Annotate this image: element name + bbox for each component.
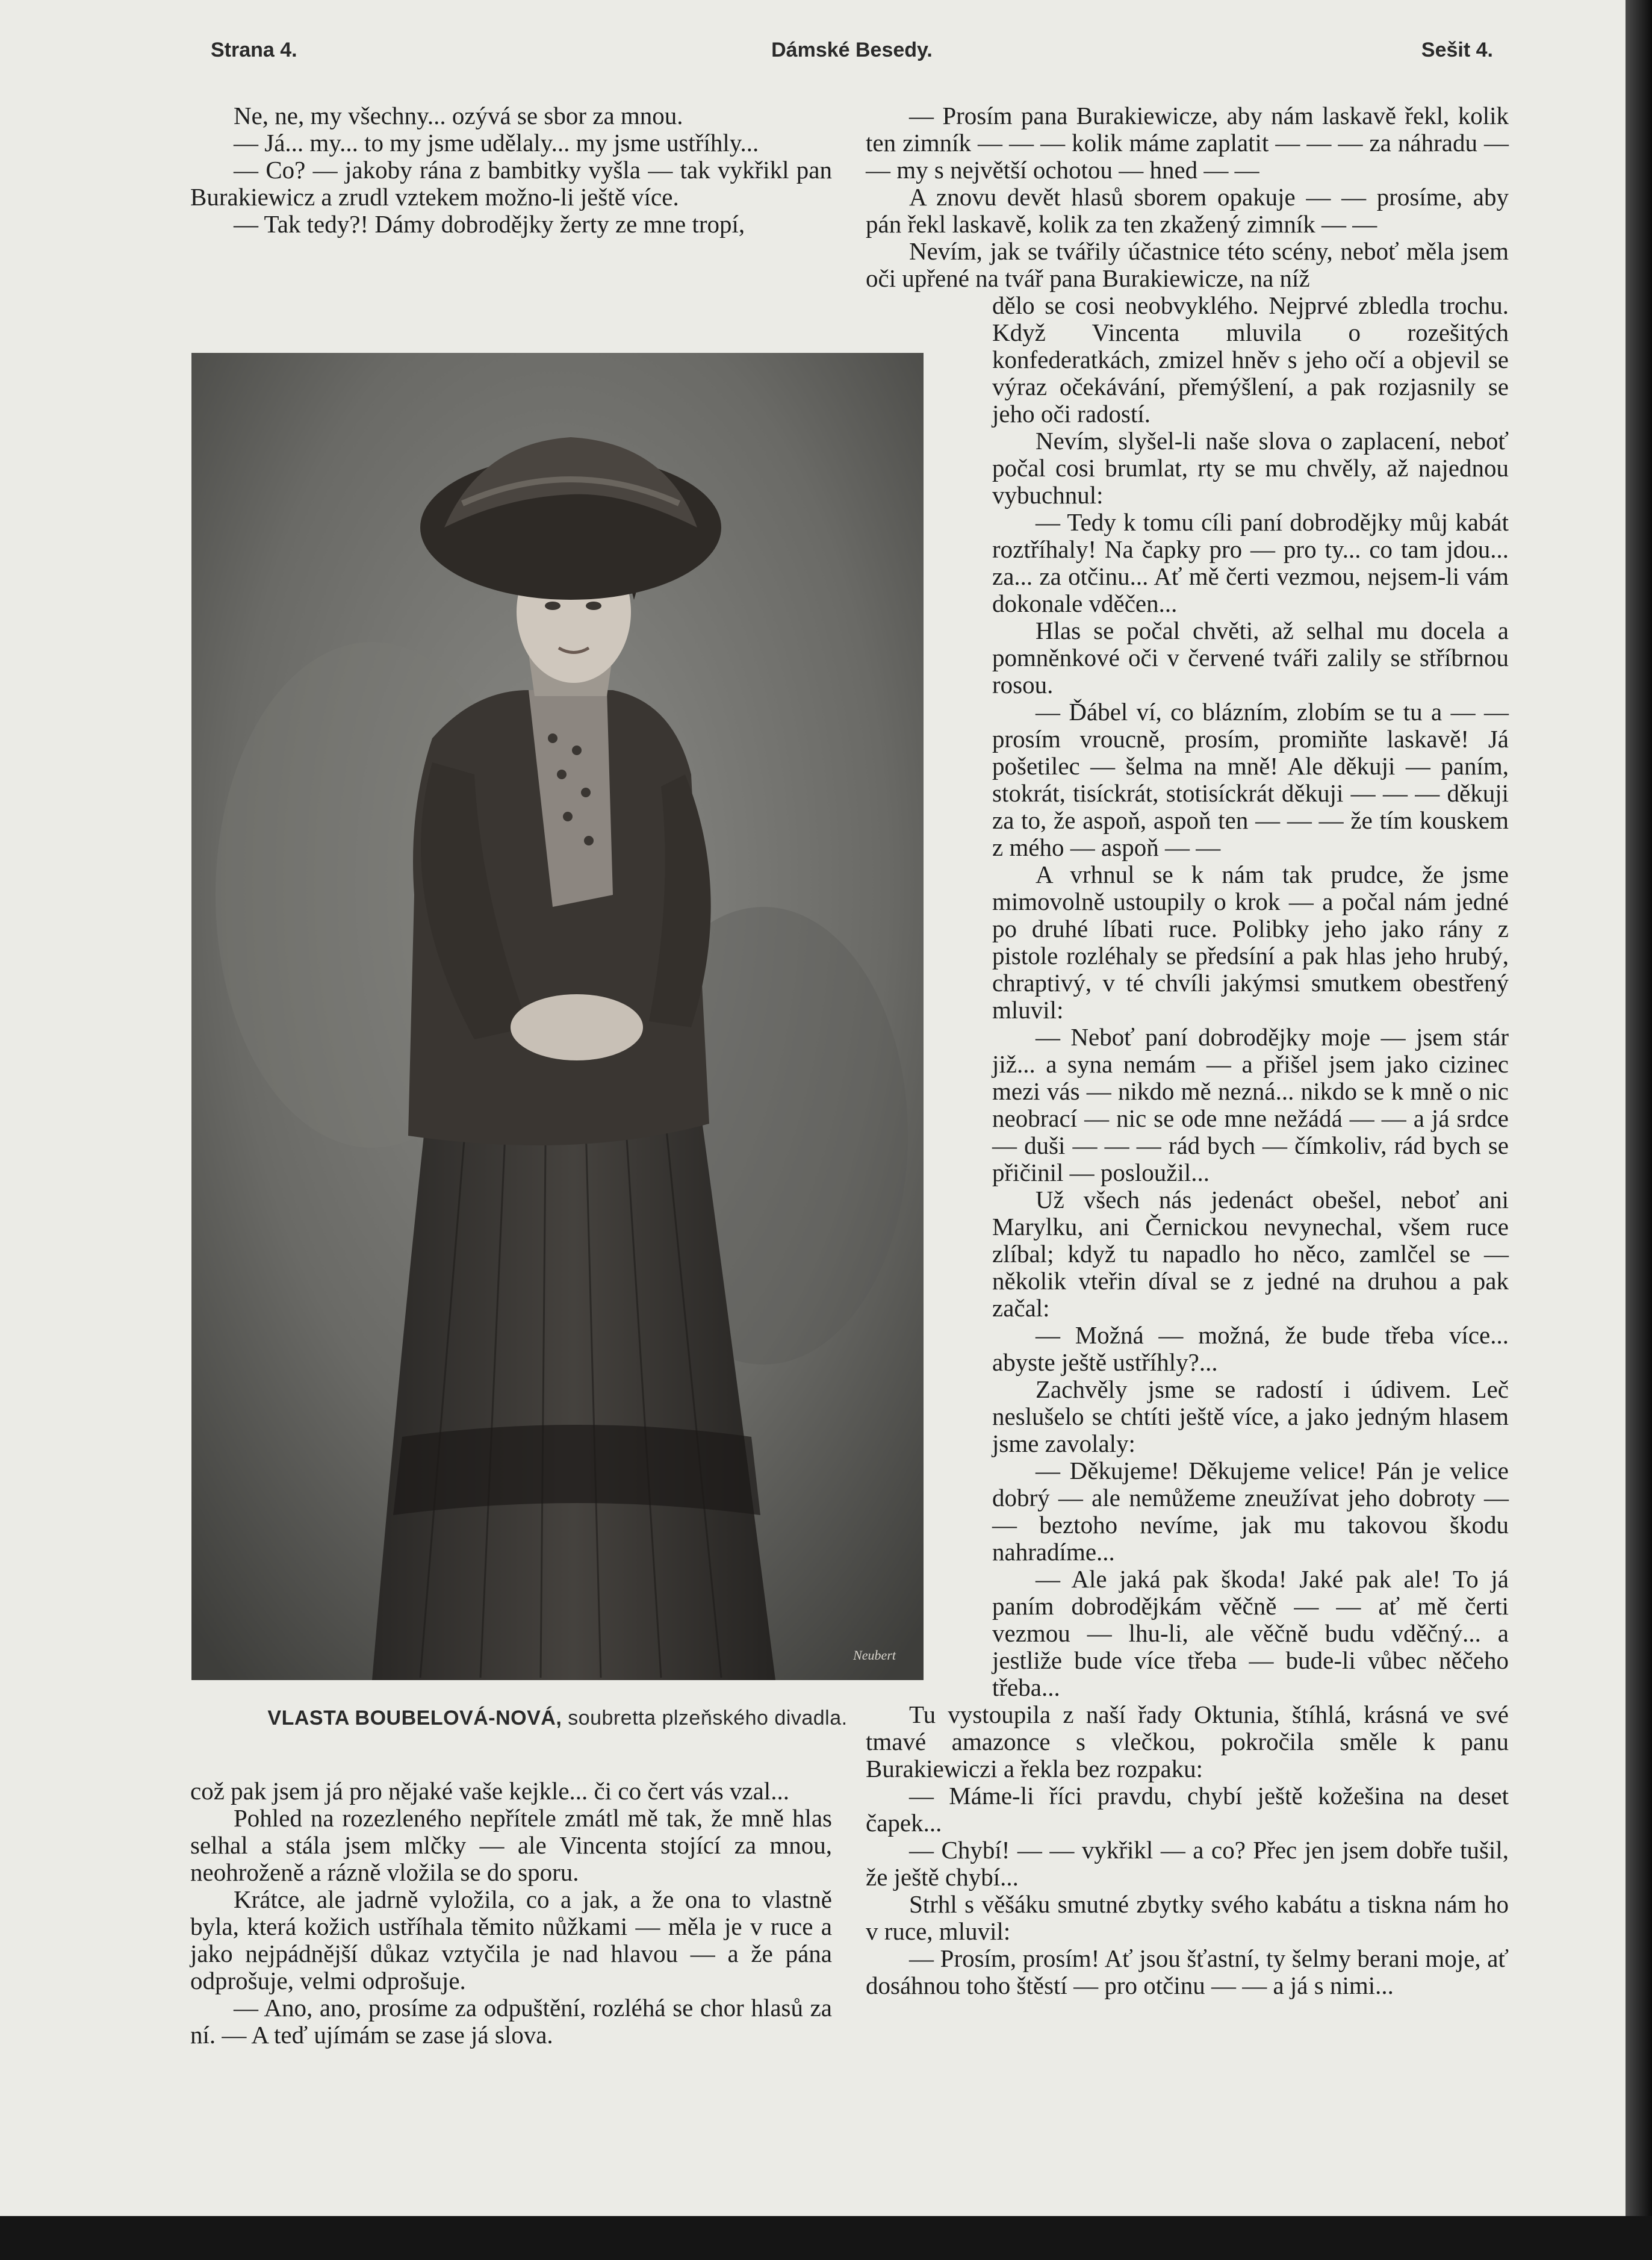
paragraph: Hlas se počal chvěti, až selhal mu docela a pomněnkové oči v červené tváři zalily se stříbrnou rosou. xyxy=(992,617,1509,699)
paragraph: — Tedy k tomu cíli paní dobrodějky můj kabát roztříhaly! Na čapky pro — pro ty... co tam jdou... za... za otčinu... Ať mě čerti vezmou, nejsem-li vám dokonale vděčen... xyxy=(992,508,1509,617)
scan-bottom-edge xyxy=(0,2216,1652,2260)
paragraph: — Děkujeme! Děkujeme velice! Pán je velice dobrý — ale nemůžeme zneužívat jeho dobroty — — beztoho nevíme, jak mu takovou škodu nahradíme... xyxy=(992,1457,1509,1566)
book-binding-edge xyxy=(1626,0,1652,2260)
paragraph: Ne, ne, my všechny... ozývá se sbor za mnou. xyxy=(234,102,683,129)
paragraph: — Ďábel ví, co blázním, zlobím se tu a — — prosím vroucně, prosím, promiňte laskavě! Já pošetilec — šelma na mně! Ale děkuji — paním, stokrát, tisíckrát, stotisíckrát děkuji — — — děkuji za to, že aspoň, aspoň ten — — — že tím kouskem z mého — aspoň — — xyxy=(992,698,1509,861)
right-column xyxy=(866,102,1509,1999)
paragraph: — Neboť paní dobrodějky moje — jsem stár již... a syna nemám — a přišel jsem jako cizinec mezi vás — nikdo mě nezná... nikdo se k mně o nic neobrací — nic se ode mne nežádá — — a já srdce — duši — — — rád bych — čímkoliv, rád bych se přičinil — posloužil... xyxy=(992,1023,1509,1186)
paragraph: — Máme-li říci pravdu, chybí ještě kožešina na deset čapek... xyxy=(866,1782,1509,1837)
paragraph: — Co? — jakoby rána z bambitky vyšla — tak vykřikl pan Burakiewicz a zrudl vztekem možno-li ještě více. xyxy=(190,156,832,211)
paragraph: A znovu devět hlasů sborem opakuje — — prosíme, aby pán řekl laskavě, kolik za ten zkažený zimník — — xyxy=(866,183,1509,238)
left-column-bottom xyxy=(190,1778,832,2049)
paragraph: Strhl s věšáku smutné zbytky svého kabátu a tiskna nám ho v ruce, mluvil: xyxy=(866,1890,1509,1945)
paragraph: — Tak tedy?! Dámy dobrodějky žerty ze mne tropí, xyxy=(234,210,745,238)
running-header xyxy=(211,39,1493,75)
portrait-illustration xyxy=(191,353,924,1680)
paragraph: — Možná — možná, že bude třeba více... abyste ještě ustříhly?... xyxy=(992,1321,1509,1376)
paragraph: Už všech nás jedenáct obešel, neboť ani Marylku, ani Černickou nevynechal, všem ruce zlíbal; když tu napadlo ho něco, zamlčel se — několik vteřin díval se z jedné na druhou a pak začal: xyxy=(992,1186,1509,1322)
paragraph: Zachvěly jsme se radostí i údivem. Leč neslušelo se chtíti ještě více, a jako jedným hlasem jsme zavolaly: xyxy=(992,1375,1509,1457)
paragraph: — Chybí! — — vykřikl — a co? Přec jen jsem dobře tušil, že ještě chybí... xyxy=(866,1836,1509,1891)
caption-description: soubretta plzeňského divadla. xyxy=(562,1707,848,1729)
paragraph: dělo se cosi neobvyklého. Nejprvé zbledla trochu. Když Vincenta mluvila o rozešitých konfederatkách, zmizel hněv s jeho očí a objevil se výraz očekávání, přemýšlení, a pak rozjasnily se jeho oči radostí. xyxy=(992,291,1509,428)
page-number: Strana 4. xyxy=(211,39,297,61)
paragraph: Pohled na rozezleného nepřítele zmátl mě tak, že mně hlas selhal a stála jsem mlčky — ale Vincenta stojící za mnou, neohroženě a rázně vložila se do sporu. xyxy=(190,1804,832,1886)
paragraph: — Ano, ano, prosíme za odpuštění, rozléhá se chor hlasů za ní. — A teď ujímám se zase já slova. xyxy=(190,1994,832,2049)
photo-caption xyxy=(191,1707,924,1730)
caption-name: VLASTA BOUBELOVÁ-NOVÁ, xyxy=(267,1707,562,1729)
issue-number: Sešit 4. xyxy=(1421,39,1493,61)
magazine-title: Dámské Besedy. xyxy=(771,39,933,61)
paragraph: — Prosím pana Burakiewicze, aby nám laskavě řekl, kolik ten zimník — — — kolik máme zaplatit — — — za náhradu — — my s největší ochotou — hned — — xyxy=(866,102,1509,184)
paragraph: A vrhnul se k nám tak prudce, že jsme mimovolně ustoupily o krok — a počal nám jedné po druhé líbati ruce. Polibky jeho jako rány z pistole rozléhaly se předsíní a pak hlas jeho hrubý, chraptivý, v té chvíli jakýmsi smutkem obestřený mluvil: xyxy=(992,861,1509,1024)
paragraph: Tu vystoupila z naší řady Oktunia, štíhlá, krásná ve své tmavé amazonce s vlečkou, pokročila směle k panu Burakiewiczi a řekla bez rozpaku: xyxy=(866,1701,1509,1782)
paragraph: — Prosím, prosím! Ať jsou šťastní, ty šelmy berani moje, ať dosáhnou toho štěstí — pro otčinu — — a já s nimi... xyxy=(866,1944,1509,1999)
paragraph: což pak jsem já pro nějaké vaše kejkle... či co čert vás vzal... xyxy=(190,1777,789,1805)
paragraph: Nevím, jak se tvářily účastnice této scény, neboť měla jsem oči upřené na tvář pana Burakiewicze, na níž xyxy=(866,237,1509,292)
portrait-photograph xyxy=(191,353,924,1680)
paragraph: — Já... my... to my jsme udělaly... my jsme ustříhly... xyxy=(234,129,759,157)
paragraph: Krátce, ale jadrně vyložila, co a jak, a že ona to vlastně byla, která kožich ustříhala těmito nůžkami — měla je v ruce a jako nejpádnější důkaz vztyčila je nad hlavou — a že pána odprošuje, velmi odprošuje. xyxy=(190,1885,832,1994)
studio-mark: Neubert xyxy=(853,1648,896,1663)
paragraph: Nevím, slyšel-li naše slova o zaplacení, neboť počal cosi brumlat, rty se mu chvěly, až najednou vybuchnul: xyxy=(992,427,1509,509)
paragraph: — Ale jaká pak škoda! Jaké pak ale! To já paním dobrodějkám věčně — — ať mě čerti vezmou — lhu-li, ale věčně budu vděčný... a jestliže bude více třeba — bude-li vůbec něčeho třeba... xyxy=(992,1565,1509,1701)
left-column-top xyxy=(190,102,832,238)
